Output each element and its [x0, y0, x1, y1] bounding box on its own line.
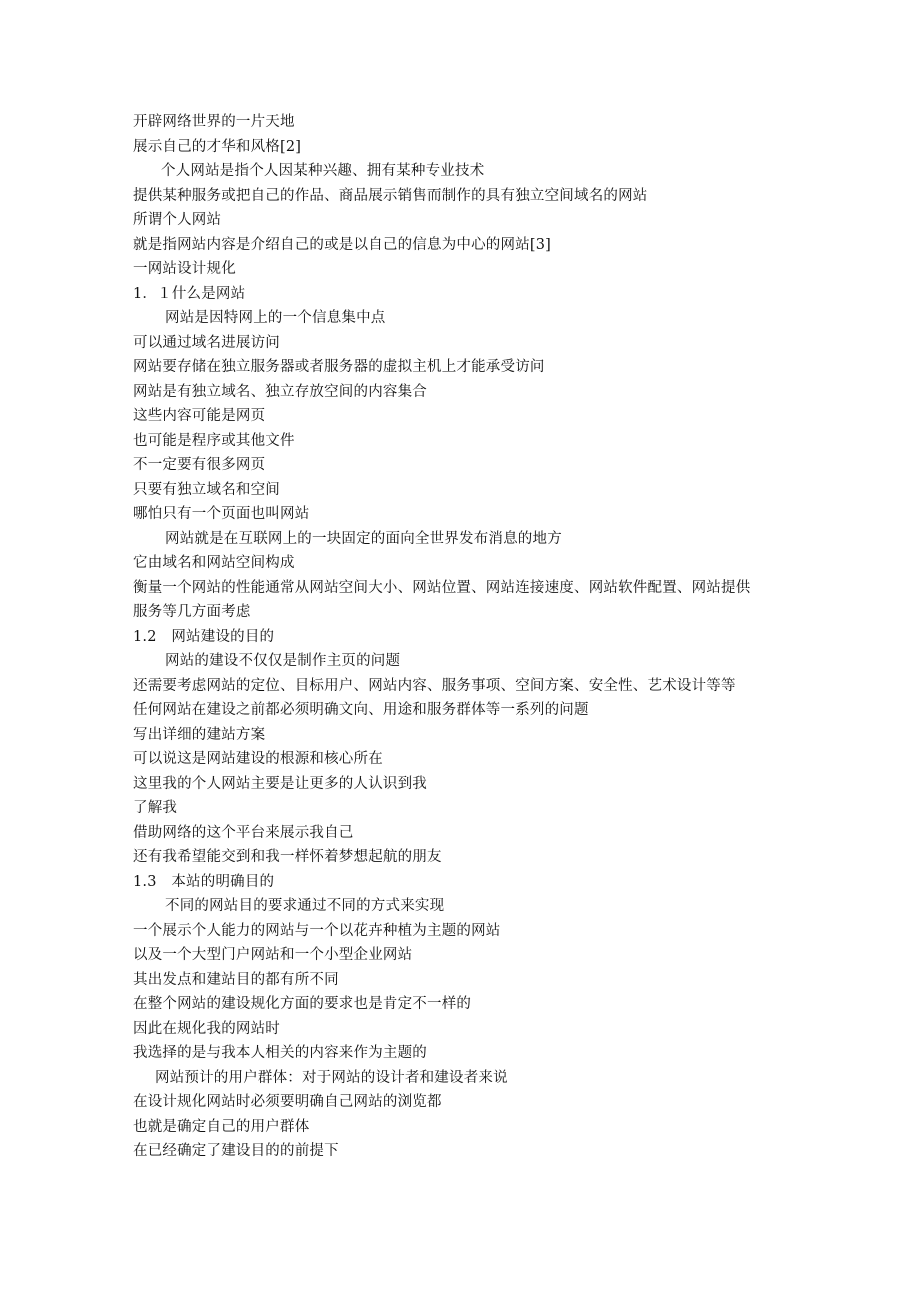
paragraph-line: 只要有独立域名和空间 — [133, 481, 280, 498]
paragraph-line: 写出详细的建站方案 — [133, 726, 266, 743]
paragraph-line: 网站预计的用户群体：对于网站的设计者和建设者来说 — [155, 1069, 508, 1086]
paragraph-line: 网站要存储在独立服务器或者服务器的虚拟主机上才能承受访问 — [133, 359, 545, 375]
paragraph-line: 就是指网站内容是介绍自己的或是以自己的信息为中心的网站[3] — [133, 236, 552, 253]
paragraph-line: 可以通过域名进展访问 — [133, 334, 280, 351]
paragraph-line: 网站的建设不仅仅是制作主页的问题 — [165, 653, 401, 669]
paragraph-line: 我选择的是与我本人相关的内容来作为主题的 — [133, 1045, 427, 1061]
paragraph-line: 1．１什么是网站 — [133, 285, 246, 302]
paragraph-line: 任何网站在建设之前都必须明确文向、用途和服务群体等一系列的问题 — [133, 702, 589, 718]
paragraph-line: 这些内容可能是网页 — [133, 408, 266, 424]
paragraph-line: 它由域名和网站空间构成 — [133, 555, 295, 571]
paragraph-line: 提供某种服务或把自己的作品、商品展示销售而制作的具有独立空间域名的网站 — [133, 187, 648, 204]
paragraph-line: 1.2 网站建设的目的 — [133, 628, 275, 645]
paragraph-line: 在设计规化网站时必须要明确自己网站的浏览都 — [133, 1094, 442, 1110]
paragraph-line: 所谓个人网站 — [133, 212, 222, 228]
paragraph-line: 可以说这是网站建设的根源和核心所在 — [133, 751, 383, 767]
paragraph-line: 哪怕只有一个页面也叫网站 — [133, 506, 310, 522]
paragraph-line: 服务等几方面考虑 — [133, 604, 251, 620]
paragraph-line: 不同的网站目的要求通过不同的方式来实现 — [165, 898, 445, 914]
paragraph-line: 还需要考虑网站的定位、目标用户、网站内容、服务事项、空间方案、安全性、艺术设计等等 — [133, 677, 736, 694]
paragraph-line: 不一定要有很多网页 — [133, 457, 266, 473]
paragraph-line: 网站是因特网上的一个信息集中点 — [165, 310, 386, 326]
paragraph-line: 其出发点和建站目的都有所不同 — [133, 971, 339, 988]
paragraph-line: 展示自己的才华和风格[2] — [133, 138, 302, 155]
paragraph-line: 在整个网站的建设规化方面的要求也是肯定不一样的 — [133, 996, 472, 1012]
paragraph-line: 借助网络的这个平台来展示我自己 — [133, 824, 354, 841]
paragraph-line: 1.3 本站的明确目的 — [133, 873, 275, 890]
paragraph-line: 了解我 — [133, 800, 178, 816]
paragraph-line: 也就是确定自己的用户群体 — [133, 1118, 310, 1135]
paragraph-line: 这里我的个人网站主要是让更多的人认识到我 — [133, 775, 427, 792]
paragraph-line: 一个展示个人能力的网站与一个以花卉种植为主题的网站 — [133, 922, 501, 939]
paragraph-line: 网站是有独立域名、独立存放空间的内容集合 — [133, 383, 427, 400]
paragraph-line: 以及一个大型门户网站和一个小型企业网站 — [133, 947, 413, 963]
paragraph-line: 开辟网络世界的一片天地 — [133, 114, 295, 130]
paragraph-line: 一网站设计规化 — [133, 261, 236, 277]
paragraph-line: 也可能是程序或其他文件 — [133, 432, 295, 449]
paragraph-line: 衡量一个网站的性能通常从网站空间大小、网站位置、网站连接速度、网站软件配置、网站提供 — [133, 579, 751, 596]
paragraph-line: 在已经确定了建设目的的前提下 — [133, 1143, 339, 1159]
paragraph-line: 还有我希望能交到和我一样怀着梦想起航的朋友 — [133, 849, 442, 865]
paragraph-line: 网站就是在互联网上的一块固定的面向全世界发布消息的地方 — [165, 530, 562, 547]
paragraph-line: 因此在规化我的网站时 — [133, 1020, 280, 1037]
paragraph-line: 个人网站是指个人因某种兴趣、拥有某种专业技术 — [161, 163, 485, 179]
document-body — [133, 110, 813, 1164]
